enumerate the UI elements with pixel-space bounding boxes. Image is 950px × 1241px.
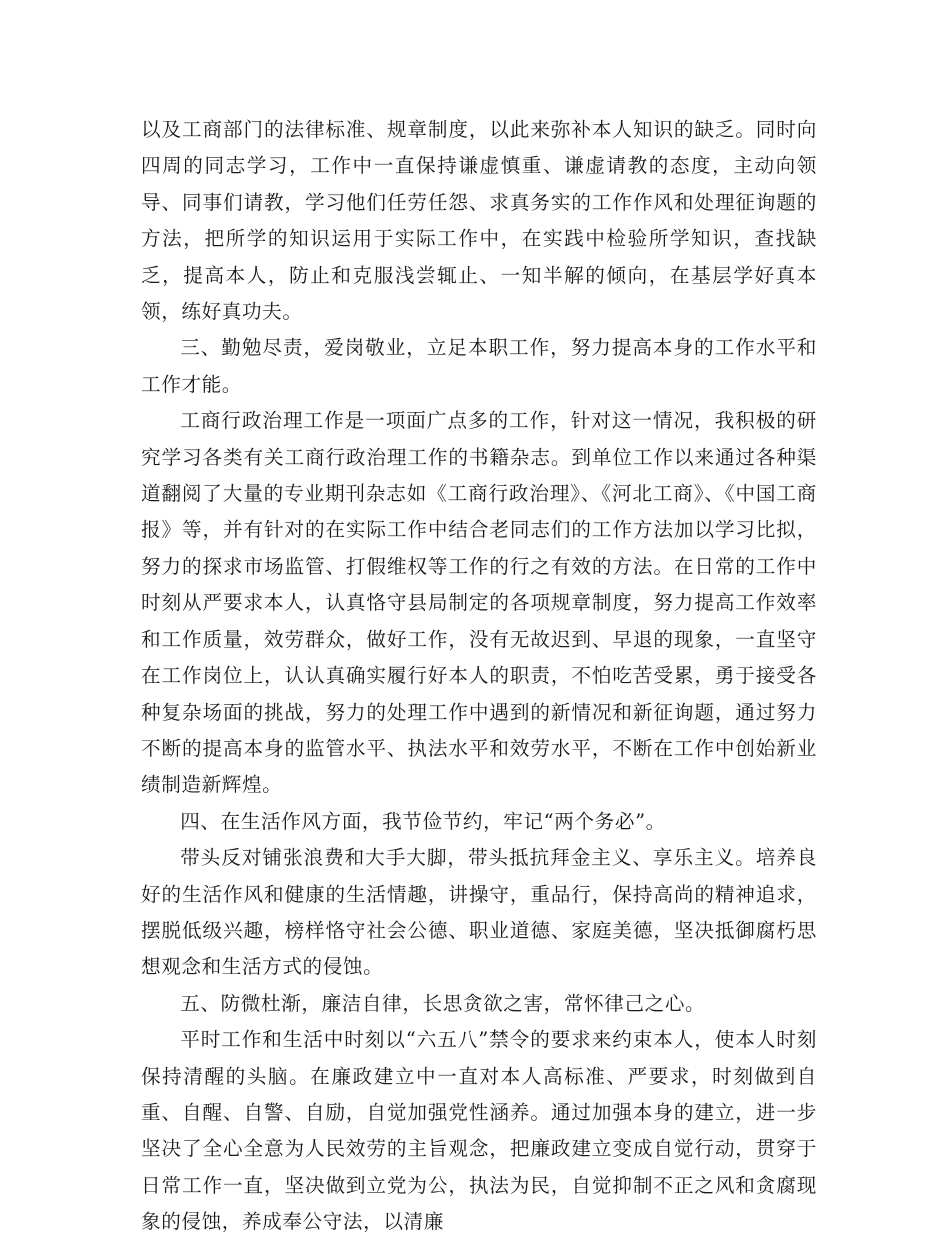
paragraph-continuation: 以及工商部门的法律标准、规章制度，以此来弥补本人知识的缺乏。同时向四周的同志学习，工作中一直保持谦虚慎重、谦虚请教的态度，主动向领导、同事们请教，学习他们任劳任怨、求真务实的工作作风和处理征询题的方法，把所学的知识运用于实际工作中，在实践中检验所学知识，查找缺乏，提高本人，防止和克服浅尝辄止、一知半解的倾向，在基层学好真本领，练好真功夫。 [141, 118, 817, 324]
paragraph-heading-four: 四、在生活作风方面，我节俭节约，牢记“两个务必”。 [180, 809, 666, 833]
paragraph-integrity: 平时工作和生活中时刻以“六五八”禁令的要求来约束本人，使本人时刻保持清醒的头脑。在廉政建立中一直对本人高标准、严要求，时刻做到自重、自醒、自警、自励，自觉加强党性涵养。通过加强本身的建立，进一步坚决了全心全意为人民效劳的主旨观念，把廉政建立变成自觉行动，贯穿于日常工作一直，坚决做到立党为公，执法为民，自觉抑制不正之风和贪腐现象的侵蚀，养成奉公守法，以清廉 [141, 1028, 817, 1234]
paragraph-lifestyle: 带头反对铺张浪费和大手大脚，带头抵抗拜金主义、享乐主义。培养良好的生活作风和健康的生活情趣，讲操守，重品行，保持高尚的精神追求，摆脱低级兴趣，榜样恪守社会公德、职业道德、家庭美德，坚决抵御腐朽思想观念和生活方式的侵蚀。 [141, 846, 817, 979]
document-body [141, 112, 817, 1241]
paragraph-heading-five: 五、防微杜渐，廉洁自律，长思贪欲之害，常怀律己之心。 [180, 991, 706, 1015]
paragraph-work-description: 工商行政治理工作是一项面广点多的工作，针对这一情况，我积极的研究学习各类有关工商行政治理工作的书籍杂志。到单位工作以来通过各种渠道翻阅了大量的专业期刊杂志如《工商行政治理》、《河北工商》、《中国工商报》等，并有针对的在实际工作中结合老同志们的工作方法加以学习比拟，努力的探求市场监管、打假维权等工作的行之有效的方法。在日常的工作中时刻从严要求本人，认真恪守县局制定的各项规章制度，努力提高工作效率和工作质量，效劳群众，做好工作，没有无故迟到、早退的现象，一直坚守在工作岗位上，认认真确实履行好本人的职责，不怕吃苦受累，勇于接受各种复杂场面的挑战，努力的处理工作中遇到的新情况和新征询题，通过努力不断的提高本身的监管水平、执法水平和效劳水平，不断在工作中创始新业绩制造新辉煌。 [141, 409, 817, 797]
paragraph-heading-three: 三、勤勉尽责，爱岗敬业，立足本职工作，努力提高本身的工作水平和工作才能。 [141, 336, 817, 396]
